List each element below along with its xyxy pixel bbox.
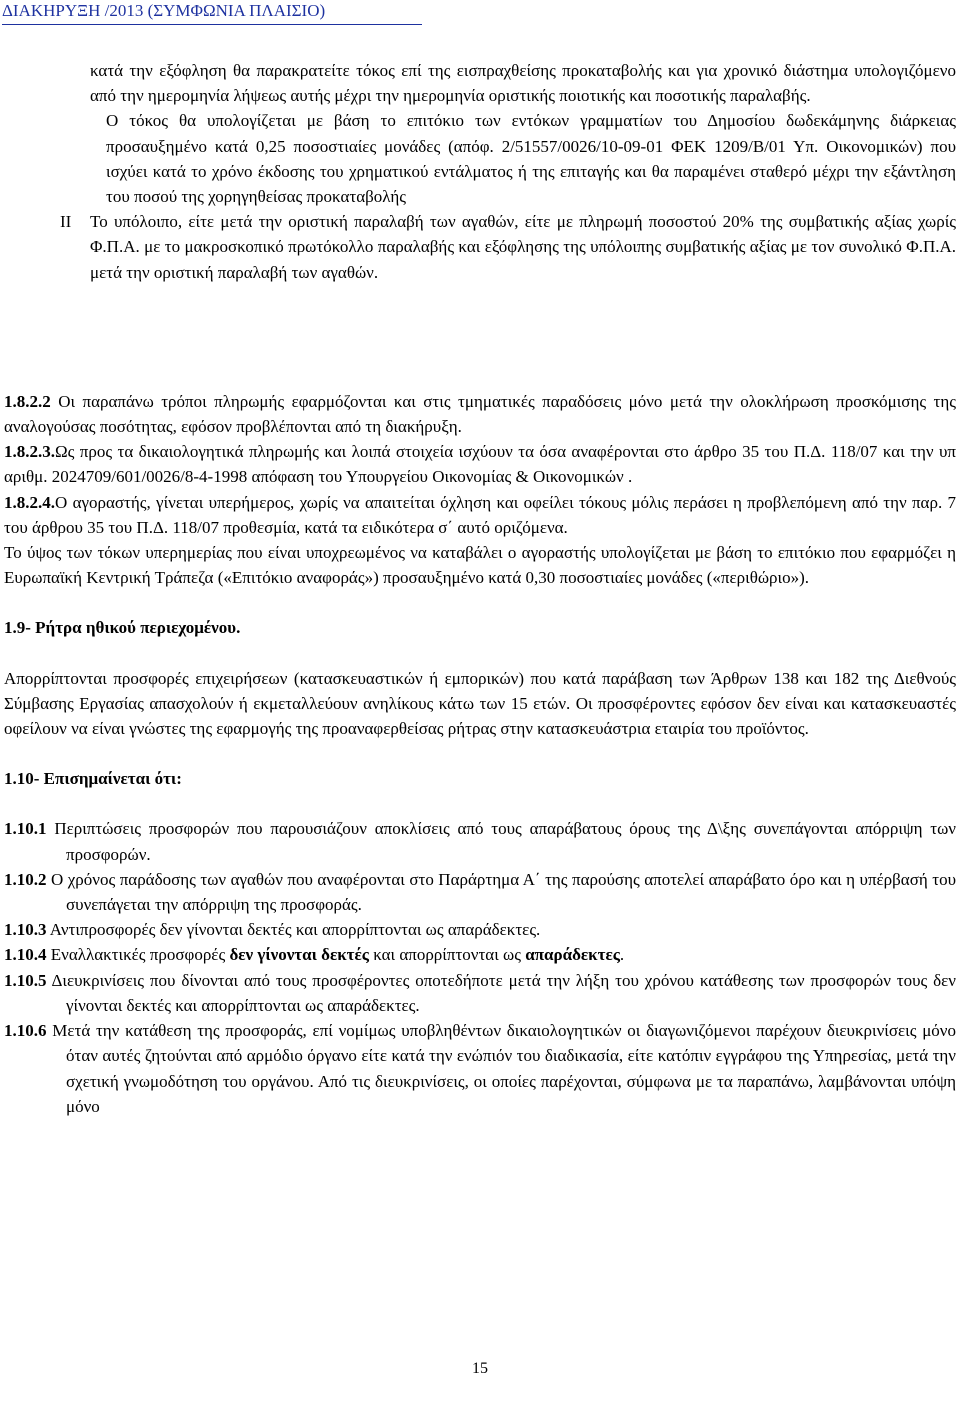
intro-line-1: κατά την εξόφληση θα παρακρατείτε τόκος επί της εισπραχθείσης προκαταβολής και για χρονικό διάστημα υπολογιζόμενο από την ημερομηνία λήψεως αυτής μέχρι την ημερομηνία οριστικής ποιοτικής και ποσοτικής παραλαβής. [90,61,956,106]
clause-ii [4,209,956,285]
spacer [4,741,956,766]
item-1105-num: 1.10.5 [4,970,47,990]
item-1105 [4,968,956,1018]
item-1102 [4,867,956,917]
section-1822 [4,389,956,439]
clause-ii-text: Το υπόλοιπο, είτε μετά την οριστική παραλαβή των αγαθών, είτε με πληρωμή ποσοστού 20% της συμβατικής αξίας χωρίς Φ.Π.Α. με το μακροσκοπικό πρωτόκολλο παραλαβής και εξόφλησης της υπόλοιπης συμβατικής αξίας με τον συνολικό Φ.Π.Α. μετά την οριστική παραλαβή των αγαθών. [90,212,956,282]
section-1824 [4,490,956,540]
section-19-text: Απορρίπτονται προσφορές επιχειρήσεων (κατασκευαστικών ή εμπορικών) που κατά παράβαση των Άρθρων 138 και 182 της Διεθνούς Σύμβασης Εργασίας απασχολούν ή εκμεταλλεύουν ανηλίκους κάτω των 15 ετών. Οι προσφέροντες εφόσον δεν είναι και κατασκευαστές οφείλουν να είναι γνώστες της εφαρμογής της προαναφερθείσας ρήτρας στην κατασκευάστρια εταιρία του προϊόντος. [4,668,956,739]
spacer [4,590,956,615]
document-page [4,58,956,1119]
header-title: ΔΙΑΚΗΡΥΞΗ /2013 (ΣΥΜΦΩΝΙΑ ΠΛΑΙΣΙΟ) [2,1,326,20]
section-1822-num: 1.8.2.2 [4,391,51,411]
item-1104-bold2: απαράδεκτες [525,945,620,965]
item-1103-text: Αντιπροσφορές δεν γίνονται δεκτές και απορρίπτονται ως απαράδεκτες. [46,920,541,940]
item-1105-text: Διευκρινίσεις που δίνονται από τους προσφέροντες οποτεδήποτε μετά την λήξη του χρόνου κατάθεσης των προσφορών τους δεν γίνονται δεκτές και απορρίπτονται ως απαράδεκτες. [46,970,956,1015]
section-1824-num: 1.8.2.4. [4,492,55,512]
item-1104-mid: και απορρίπτονται ως [368,945,526,965]
item-1104-pre: Εναλλακτικές προσφορές [46,945,230,965]
page-number: 15 [472,1360,488,1377]
item-1104-end: . [619,945,625,965]
item-1103-num: 1.10.3 [4,920,47,940]
spacer [4,285,956,389]
section-110-title: 1.10- Επισημαίνεται ότι: [4,769,182,789]
section-1823-num: 1.8.2.3. [4,442,55,462]
clause-ii-label: ΙΙ [60,212,72,232]
spacer [4,791,956,816]
item-1106 [4,1018,956,1119]
section-19-title: 1.9- Ρήτρα ηθικού περιεχομένου. [4,618,241,638]
document-header [2,0,422,25]
item-1104-num: 1.10.4 [4,945,47,965]
section-interest: Το ύψος των τόκων υπερημερίας που είναι υποχρεωμένος να καταβάλει ο αγοραστής υπολογίζεται με βάση το επιτόκιο που εφαρμόζει η Ευρωπαϊκή Κεντρική Τράπεζα («Επιτόκιο αναφοράς») προσαυξημένο κατά 0,30 ποσοστιαίες μονάδες («περιθώριο»). [4,543,956,588]
section-1824-text: Ο αγοραστής, γίνεται υπερήμερος, χωρίς να απαιτείται όχληση και οφείλει τόκους μόλις περάσει η προβλεπόμενη από την παρ. 7 του άρθρου 35 του Π.Δ. 118/07 προθεσμία, κατά τα ειδικότερα σ΄ αυτό οριζόμενα. [4,492,956,537]
item-1104 [4,942,956,967]
item-1104-bold1: δεν γίνονται δεκτές [229,945,369,965]
item-1101-num: 1.10.1 [4,819,47,839]
item-1102-text: Ο χρόνος παράδοσης των αγαθών που αναφέρονται στο Παράρτημα Α΄ της παρούσης αποτελεί απαράβατο όρο και η υπέρβασή του συνεπάγεται την απόρριψη της προσφοράς. [46,869,956,915]
item-1106-num: 1.10.6 [4,1021,47,1041]
section-1822-text: Οι παραπάνω τρόποι πληρωμής εφαρμόζονται και στις τμηματικές παραδόσεις μόνο μετά την ολοκλήρωση προσκόμισης της αναλογούσας ποσότητας, εφόσον προβλέπονται από τη διακήρυξη. [4,391,956,437]
section-1823-text: Ως προς τα δικαιολογητικά πληρωμής και λοιπά στοιχεία ισχύουν τα όσα αναφέρονται στο άρθρο 35 του Π.Δ. 118/07 και την υπ αριθμ. 2024709/601/0026/8-4-1998 απόφαση του Υπουργείου Οικονομίας & Οικονομικών . [4,442,956,487]
item-1102-num: 1.10.2 [4,869,47,889]
intro-line-2: Ο τόκος θα υπολογίζεται με βάση το επιτόκιο των εντόκων γραμματίων του Δημοσίου δωδεκάμηνης διάρκειας προσαυξημένο κατά 0,25 ποσοστιαίες μονάδες (απόφ. 2/51557/0026/10-09-01 ΦΕΚ 1209/Β/01 Υπ. Οικονομικών) που ισχύει κατά το χρόνο έκδοσης του χρηματικού εντάλματος ή της επιταγής και θα παραμένει σταθερό μέχρι την εξάντληση του ποσού της χορηγηθείσας προκαταβολής [106,111,956,207]
page-footer [0,1356,960,1381]
item-1106-text: Μετά την κατάθεση της προσφοράς, επί νομίμως υποβληθέντων δικαιολογητικών οι διαγωνιζόμενοι παρέχουν διευκρινίσεις μόνο όταν αυτές ζητούνται από αρμόδιο όργανο είτε κατά την ενώπιόν του διαδικασία, είτε κατόπιν εγγράφου της Υπηρεσίας, μετά την σχετική γνωμοδότηση του οργάνου. Από τις διευκρινίσεις, οι οποίες παρέχονται, σύμφωνα με τα παραπάνω, λαμβάνονται υπόψη μόνο [46,1021,956,1116]
spacer [4,641,956,666]
item-1101 [4,816,956,866]
intro-block [90,58,956,209]
item-1101-text: Περιπτώσεις προσφορών που παρουσιάζουν αποκλίσεις από τους απαράβατους όρους της Δ\ξης συνεπάγονται απόρριψη των προσφορών. [46,819,956,864]
item-1103 [4,917,956,942]
section-1823 [4,439,956,489]
